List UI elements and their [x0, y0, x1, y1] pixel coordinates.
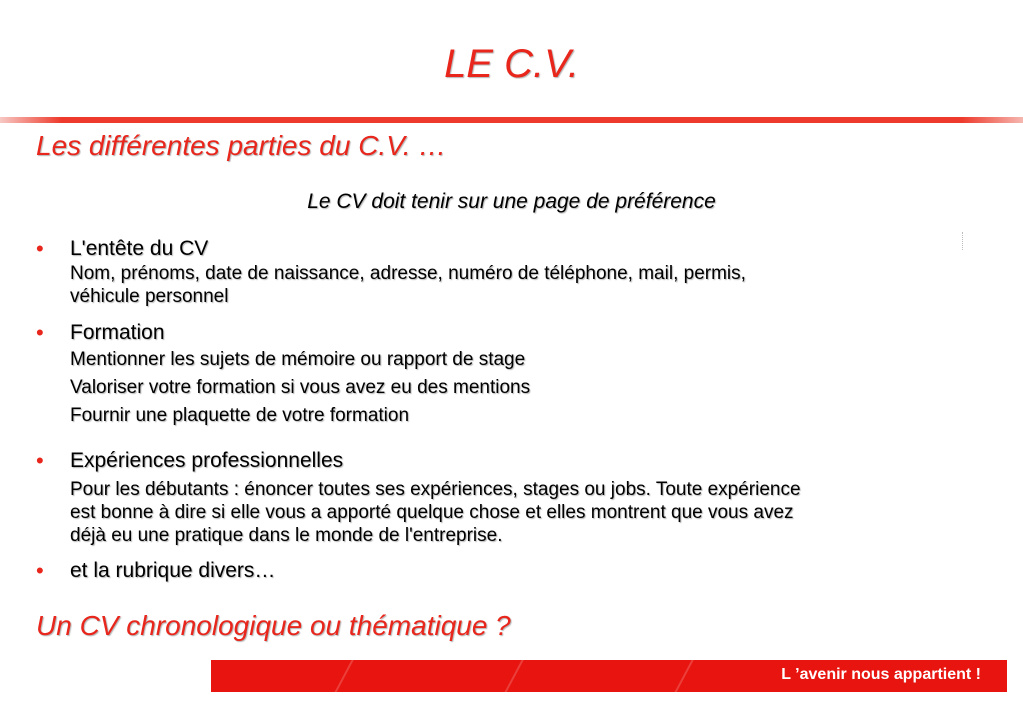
bullet-title: et la rubrique divers… [70, 559, 276, 582]
bullet-line: Mentionner les sujets de mémoire ou rapport de stage [70, 349, 526, 370]
bullet-line: Pour les débutants : énoncer toutes ses expériences, stages ou jobs. Toute expérience [70, 479, 801, 500]
bullet-dot-icon: • [36, 320, 44, 345]
bullet-line: déjà eu une pratique dans le monde de l'entreprise. [70, 525, 503, 546]
page-note: Le CV doit tenir sur une page de préférence [307, 190, 716, 213]
bullet-item-experiences [36, 448, 996, 558]
bullet-line: Valoriser votre formation si vous avez eu des mentions [70, 377, 531, 398]
bullet-title: Expériences professionnelles [70, 449, 344, 472]
bullet-line: est bonne à dire si elle vous a apporté quelque chose et elles montrent que vous avez [70, 502, 794, 523]
footer-slogan: L ’avenir nous appartient ! [781, 666, 981, 683]
bullet-item-formation [36, 320, 996, 448]
bullet-title: Formation [70, 321, 165, 344]
bullet-dot-icon: • [36, 448, 44, 473]
bullet-dot-icon: • [36, 558, 44, 583]
bullet-dot-icon: • [36, 236, 44, 261]
slide-subtitle: Les différentes parties du C.V. … [36, 130, 447, 161]
bullet-list [36, 236, 996, 584]
title-divider [0, 117, 1023, 123]
bullet-line: véhicule personnel [70, 286, 229, 307]
slide-title: LE C.V. [444, 42, 579, 86]
bullet-item-divers [36, 558, 996, 584]
bullet-line: Fournir une plaquette de votre formation [70, 405, 410, 426]
bullet-item-header [36, 236, 996, 320]
footer-banner [211, 660, 1007, 692]
closing-question: Un CV chronologique ou thématique ? [36, 610, 511, 641]
bullet-line: Nom, prénoms, date de naissance, adresse, numéro de téléphone, mail, permis, [70, 263, 746, 284]
bullet-title: L'entête du CV [70, 237, 209, 260]
